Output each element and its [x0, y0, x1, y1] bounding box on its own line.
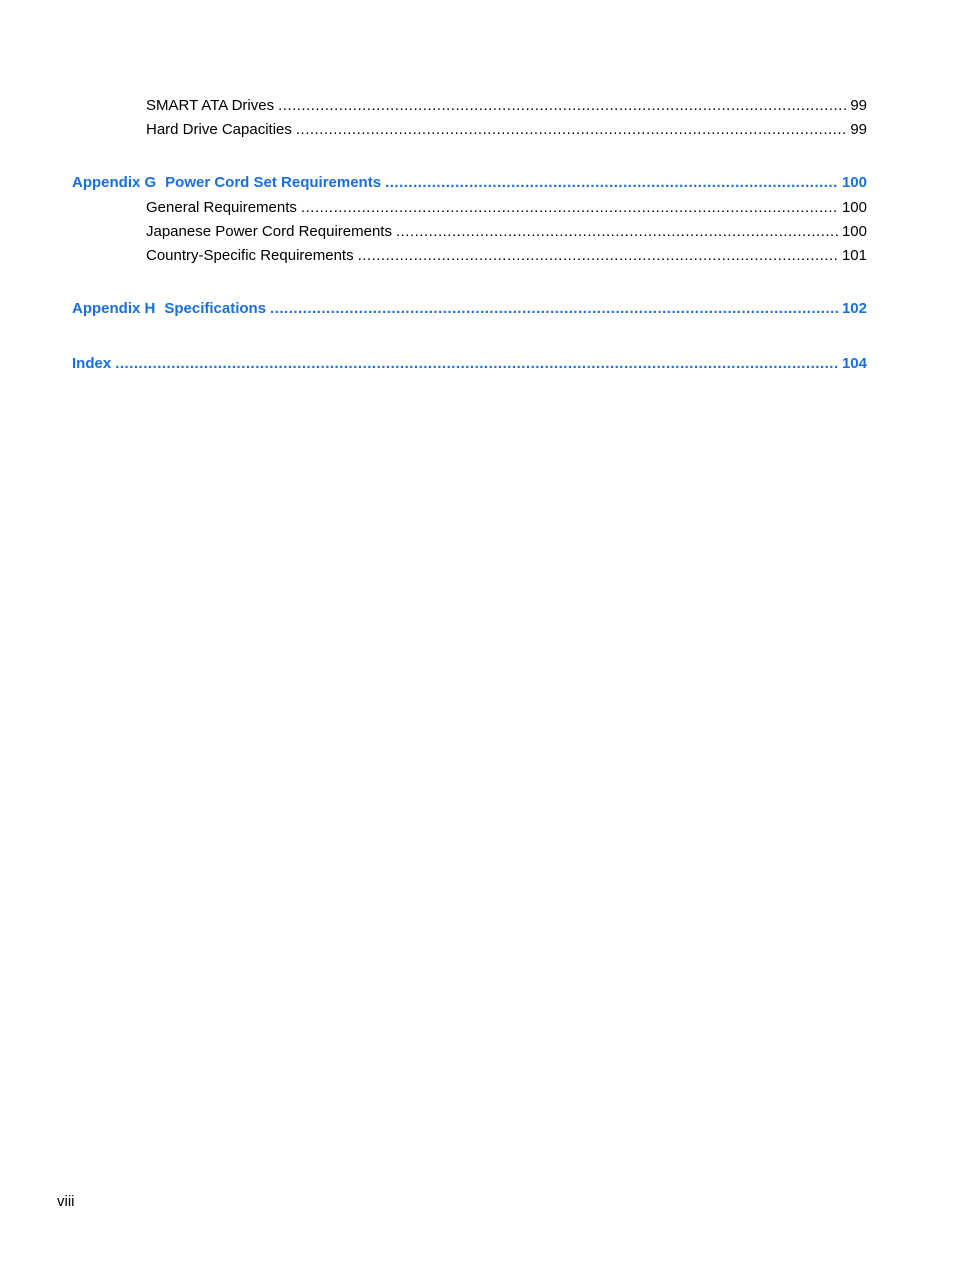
toc-entry-title: Country-Specific Requirements: [146, 247, 354, 264]
toc-entry-page-number: 100: [841, 174, 867, 191]
dot-leader: [115, 355, 838, 373]
toc-entry-title: SMART ATA Drives: [146, 97, 275, 114]
toc-entry-page-number: 102: [841, 300, 867, 317]
toc-entry-hard-drive-capacities[interactable]: [146, 121, 867, 139]
toc-entry-page-number: 99: [850, 121, 867, 138]
dot-leader: [270, 300, 838, 318]
toc-entry-japanese-power-cord-requirements[interactable]: [146, 223, 867, 241]
toc-entry-page-number: 100: [841, 199, 867, 216]
toc-entry-title: Japanese Power Cord Requirements: [146, 223, 392, 240]
toc-entry-title: General Requirements: [146, 199, 297, 216]
toc-entry-smart-ata-drives[interactable]: [146, 97, 867, 115]
dot-leader: [278, 97, 846, 115]
dot-leader: [358, 247, 838, 265]
toc-entry-page-number: 100: [841, 223, 867, 240]
appendix-label: Appendix G: [72, 174, 157, 191]
toc-entry-title: Specifications: [164, 300, 267, 317]
toc-entry-country-specific-requirements[interactable]: [146, 247, 867, 265]
dot-leader: [396, 223, 838, 241]
toc-entry-page-number: 101: [841, 247, 867, 264]
toc-entry-title: Hard Drive Capacities: [146, 121, 292, 138]
toc-entry-appendix-h[interactable]: [72, 300, 867, 318]
footer-page-number: viii: [57, 1193, 75, 1210]
dot-leader: [301, 199, 838, 217]
toc-entry-page-number: 99: [850, 97, 867, 114]
toc-entry-title: Index: [72, 355, 112, 372]
appendix-label: Appendix H: [72, 300, 156, 317]
toc-entry-title: Power Cord Set Requirements: [165, 174, 382, 191]
dot-leader: [385, 174, 838, 192]
dot-leader: [296, 121, 846, 139]
toc-entry-general-requirements[interactable]: [146, 199, 867, 217]
toc-entry-appendix-g[interactable]: [72, 174, 867, 192]
toc-entry-page-number: 104: [841, 355, 867, 372]
toc-entry-index[interactable]: [72, 355, 867, 373]
